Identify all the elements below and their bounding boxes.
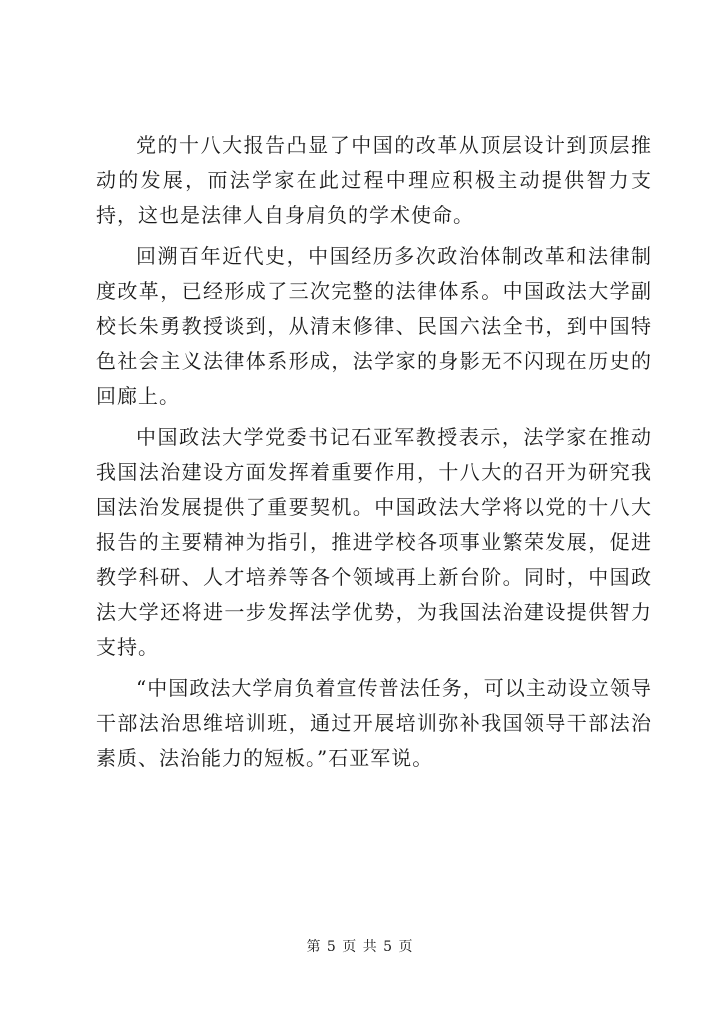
paragraph-2: 回溯百年近代史，中国经历多次政治体制改革和法律制度改革，已经形成了三次完整的法律体系。中国政法大学副校长朱勇教授谈到，从清末修律、民国六法全书，到中国特色社会主义法律体系形成，法学家的身影无不闪现在历史的回廊上。 (96, 244, 652, 408)
document-body (96, 128, 652, 782)
paragraph-3: 中国政法大学党委书记石亚军教授表示，法学家在推动我国法治建设方面发挥着重要作用，十八大的召开为研究我国法治发展提供了重要契机。中国政法大学将以党的十八大报告的主要精神为指引，推进学校各项事业繁荣发展，促进教学科研、人才培养等各个领域再上新台阶。同时，中国政法大学还将进一步发挥法学优势，为我国法治建设提供智力支持。 (96, 425, 652, 659)
page-number-indicator: 第 5 页 共 5 页 (306, 939, 414, 955)
paragraph-4: “中国政法大学肩负着宣传普法任务，可以主动设立领导干部法治思维培训班，通过开展培训弥补我国领导干部法治素质、法治能力的短板。”石亚军说。 (96, 676, 652, 770)
paragraph-1: 党的十八大报告凸显了中国的改革从顶层设计到顶层推动的发展，而法学家在此过程中理应积极主动提供智力支持，这也是法律人自身肩负的学术使命。 (96, 133, 652, 227)
page-footer (0, 936, 720, 956)
